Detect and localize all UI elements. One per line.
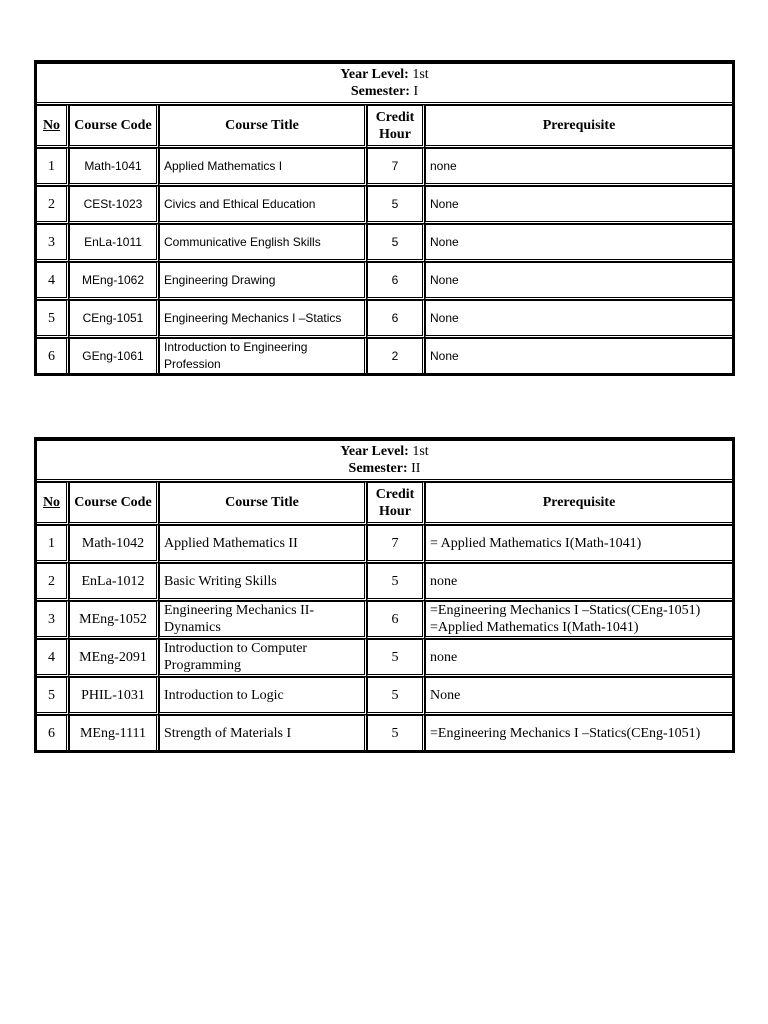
course-title: Engineering Mechanics II-Dynamics — [159, 601, 367, 639]
row-no: 4 — [37, 639, 69, 677]
course-title: Basic Writing Skills — [159, 563, 367, 601]
course-title: Applied Mathematics II — [159, 525, 367, 563]
table-row — [37, 224, 732, 262]
year-level-value: 1st — [412, 67, 429, 82]
header-prerequisite: Prerequisite — [425, 105, 732, 148]
year-level-label: Year Level: — [340, 444, 409, 459]
credit-hour: 5 — [367, 224, 425, 262]
table-row — [37, 338, 732, 373]
course-code: MEng-1111 — [69, 715, 159, 750]
credit-hour: 5 — [367, 677, 425, 715]
credit-hour: 7 — [367, 525, 425, 563]
header-no: No — [37, 482, 69, 525]
row-no: 6 — [37, 715, 69, 750]
table-row — [37, 563, 732, 601]
prerequisite-line-1: =Engineering Mechanics I –Statics(CEng-1051) — [430, 603, 701, 618]
semester-1-course-table — [34, 60, 735, 376]
course-title: Engineering Drawing — [159, 262, 367, 300]
table-row — [37, 601, 732, 639]
course-code: EnLa-1011 — [69, 224, 159, 262]
semester-1-banner — [37, 63, 732, 105]
semester-2-course-table — [34, 437, 735, 753]
prerequisite: None — [425, 338, 732, 373]
credit-hour: 5 — [367, 715, 425, 750]
header-course-title: Course Title — [159, 105, 367, 148]
credit-hour: 6 — [367, 262, 425, 300]
course-code: MEng-1052 — [69, 601, 159, 639]
prerequisite — [425, 601, 732, 639]
course-title: Applied Mathematics I — [159, 148, 367, 186]
semester-label: Semester: — [350, 84, 410, 99]
row-no: 1 — [37, 148, 69, 186]
prerequisite: none — [425, 639, 732, 677]
course-title: Strength of Materials I — [159, 715, 367, 750]
row-no: 5 — [37, 300, 69, 338]
prerequisite: = Applied Mathematics I(Math-1041) — [425, 525, 732, 563]
course-title: Civics and Ethical Education — [159, 186, 367, 224]
table-row — [37, 525, 732, 563]
credit-hour: 2 — [367, 338, 425, 373]
row-no: 1 — [37, 525, 69, 563]
header-no: No — [37, 105, 69, 148]
prerequisite: None — [425, 677, 732, 715]
credit-hour: 7 — [367, 148, 425, 186]
course-code: MEng-1062 — [69, 262, 159, 300]
credit-hour: 5 — [367, 639, 425, 677]
credit-hour: 6 — [367, 300, 425, 338]
course-title: Engineering Mechanics I –Statics — [159, 300, 367, 338]
row-no: 5 — [37, 677, 69, 715]
table-header-row — [37, 482, 732, 525]
course-code: PHIL-1031 — [69, 677, 159, 715]
header-credit-hour: Credit Hour — [367, 105, 425, 148]
row-no: 3 — [37, 601, 69, 639]
header-course-title: Course Title — [159, 482, 367, 525]
course-title: Introduction to Engineering Profession — [159, 338, 367, 373]
semester-value: II — [411, 461, 421, 476]
prerequisite: None — [425, 262, 732, 300]
course-code: Math-1041 — [69, 148, 159, 186]
prerequisite: None — [425, 224, 732, 262]
prerequisite: none — [425, 148, 732, 186]
table-row — [37, 300, 732, 338]
semester-2-banner — [37, 440, 732, 482]
row-no: 3 — [37, 224, 69, 262]
year-level-label: Year Level: — [340, 67, 409, 82]
table-row — [37, 262, 732, 300]
table-row — [37, 715, 732, 750]
header-course-code: Course Code — [69, 482, 159, 525]
prerequisite: None — [425, 300, 732, 338]
course-code: GEng-1061 — [69, 338, 159, 373]
table-row — [37, 639, 732, 677]
course-code: CEng-1051 — [69, 300, 159, 338]
year-level-value: 1st — [412, 444, 429, 459]
table-row — [37, 148, 732, 186]
credit-hour: 5 — [367, 563, 425, 601]
credit-hour: 5 — [367, 186, 425, 224]
course-title: Introduction to Logic — [159, 677, 367, 715]
prerequisite: None — [425, 186, 732, 224]
prerequisite: =Engineering Mechanics I –Statics(CEng-1051) — [425, 715, 732, 750]
course-code: MEng-2091 — [69, 639, 159, 677]
header-course-code: Course Code — [69, 105, 159, 148]
credit-hour: 6 — [367, 601, 425, 639]
table-row — [37, 677, 732, 715]
course-code: CESt-1023 — [69, 186, 159, 224]
prerequisite-line-2: =Applied Mathematics I(Math-1041) — [430, 620, 639, 635]
course-title: Introduction to Computer Programming — [159, 639, 367, 677]
table-header-row — [37, 105, 732, 148]
row-no: 2 — [37, 563, 69, 601]
semester-label: Semester: — [348, 461, 408, 476]
header-credit-hour: Credit Hour — [367, 482, 425, 525]
row-no: 2 — [37, 186, 69, 224]
prerequisite: none — [425, 563, 732, 601]
course-code: Math-1042 — [69, 525, 159, 563]
header-prerequisite: Prerequisite — [425, 482, 732, 525]
row-no: 4 — [37, 262, 69, 300]
course-code: EnLa-1012 — [69, 563, 159, 601]
course-title: Communicative English Skills — [159, 224, 367, 262]
semester-value: I — [413, 84, 419, 99]
table-row — [37, 186, 732, 224]
row-no: 6 — [37, 338, 69, 373]
